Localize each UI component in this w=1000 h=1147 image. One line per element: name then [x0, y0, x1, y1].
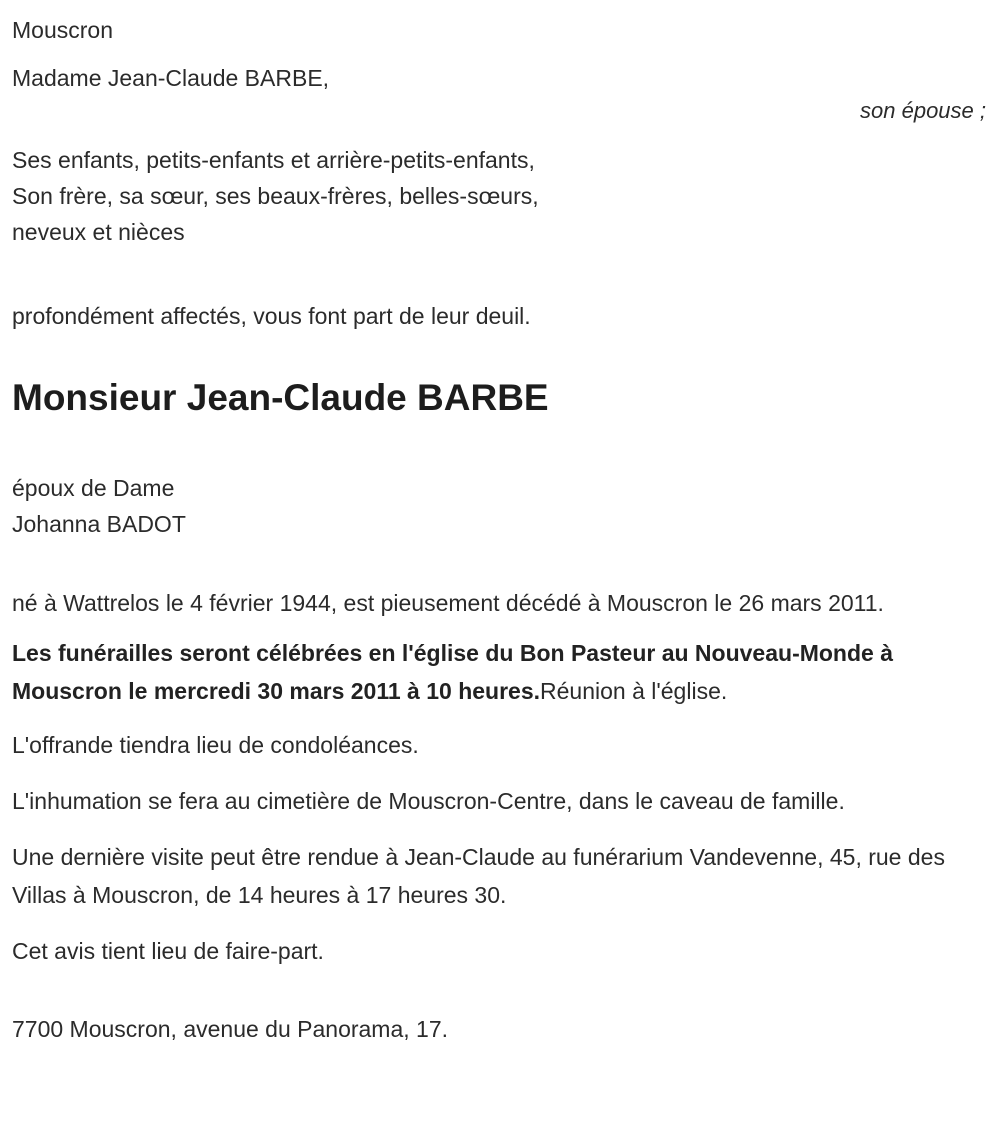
- family-line: Son frère, sa sœur, ses beaux-frères, belles-sœurs,: [12, 183, 539, 209]
- birth-death-line: né à Wattrelos le 4 février 1944, est pieusement décédé à Mouscron le 26 mars 2011.: [12, 590, 884, 616]
- family-line: neveux et nièces: [12, 219, 185, 245]
- family-block: [12, 142, 988, 250]
- spouse-of-line: Johanna BADOT: [12, 511, 186, 537]
- burial-line: L'inhumation se fera au cimetière de Mouscron-Centre, dans le caveau de famille.: [12, 788, 845, 814]
- grief-line: profondément affectés, vous font part de leur deuil.: [12, 303, 531, 329]
- spouse-of-line: époux de Dame: [12, 475, 175, 501]
- deceased-name-heading: Monsieur Jean-Claude BARBE: [12, 377, 549, 418]
- family-line: Ses enfants, petits-enfants et arrière-petits-enfants,: [12, 147, 535, 173]
- city-line: Mouscron: [12, 17, 113, 43]
- address-line: 7700 Mouscron, avenue du Panorama, 17.: [12, 1016, 449, 1042]
- funeral-regular-text: Réunion à l'église.: [540, 678, 728, 704]
- spouse-of-block: [12, 470, 988, 542]
- faire-part-line: Cet avis tient lieu de faire-part.: [12, 938, 324, 964]
- funeral-paragraph: [12, 634, 988, 710]
- funeral-bold-text: Les funérailles seront célébrées en l'église du Bon Pasteur au Nouveau-Monde à Mouscron le mercredi 30 mars 2011 à 10 heures.: [12, 640, 894, 704]
- offering-line: L'offrande tiendra lieu de condoléances.: [12, 732, 419, 758]
- visit-line: Une dernière visite peut être rendue à Jean-Claude au funérarium Vandevenne, 45, rue des Villas à Mouscron, de 14 heures à 17 heures 30.: [12, 844, 945, 908]
- spouse-relation-line: son épouse ;: [860, 98, 986, 123]
- spouse-name-line: Madame Jean-Claude BARBE,: [12, 65, 330, 91]
